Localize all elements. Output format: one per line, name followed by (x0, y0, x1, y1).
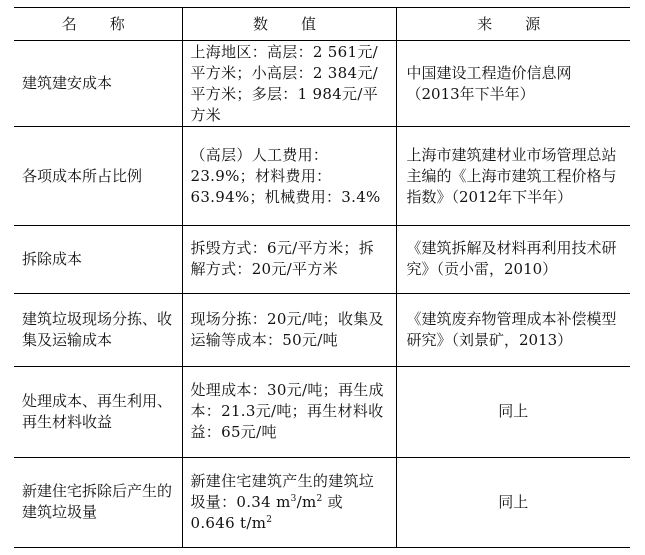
table-row (14, 127, 630, 226)
table-row (14, 41, 630, 127)
row-source: 上海市建筑建材业市场管理总站主编的《上海市建筑工程价格与指数》（2012年下半年） (396, 127, 630, 226)
row-name: 处理成本、再生利用、再生材料收益 (14, 367, 182, 457)
value-superscript: 2 (266, 514, 273, 525)
row-source: 同上 (396, 457, 630, 547)
row-name: 建筑垃圾现场分拣、收集及运输成本 (14, 293, 182, 366)
table-row (14, 293, 630, 366)
header-name: 名 称 (14, 8, 182, 41)
header-row (14, 8, 630, 41)
value-text: 或 0.646 t/m (190, 492, 343, 532)
value-text: /m (296, 492, 317, 511)
table-row (14, 367, 630, 457)
table-row (14, 225, 630, 293)
row-name: 各项成本所占比例 (14, 127, 182, 226)
row-source: 中国建设工程造价信息网（2013年下半年） (396, 41, 630, 127)
row-value: 现场分拣：20元/吨；收集及运输等成本：50元/吨 (182, 293, 396, 366)
row-source: 《建筑拆解及材料再利用技术研究》（贡小雷，2010） (396, 225, 630, 293)
row-source: 《建筑废弃物管理成本补偿模型研究》（刘景矿，2013） (396, 293, 630, 366)
value-superscript: 3 (290, 493, 297, 504)
row-value: 处理成本：30元/吨；再生成本：21.3元/吨；再生材料收益：65元/吨 (182, 367, 396, 457)
row-value (182, 457, 396, 547)
value-superscript: 2 (316, 493, 323, 504)
row-source: 同上 (396, 367, 630, 457)
row-value: 拆毁方式：6元/平方米；拆解方式：20元/平方米 (182, 225, 396, 293)
row-value: 上海地区：高层：2 561元/平方米；小高层：2 384元/平方米；多层：1 984元/平方米 (182, 41, 396, 127)
header-source: 来 源 (396, 8, 630, 41)
table-row (14, 457, 630, 547)
header-value: 数 值 (182, 8, 396, 41)
row-name: 拆除成本 (14, 225, 182, 293)
cost-data-table (14, 7, 630, 548)
value-text: 新建住宅建筑产生的建筑垃圾量：0.34 m (190, 471, 375, 511)
row-name: 建筑建安成本 (14, 41, 182, 127)
row-name: 新建住宅拆除后产生的建筑垃圾量 (14, 457, 182, 547)
row-value: （高层）人工费用：23.9%；材料费用：63.94%；机械费用：3.4% (182, 127, 396, 226)
